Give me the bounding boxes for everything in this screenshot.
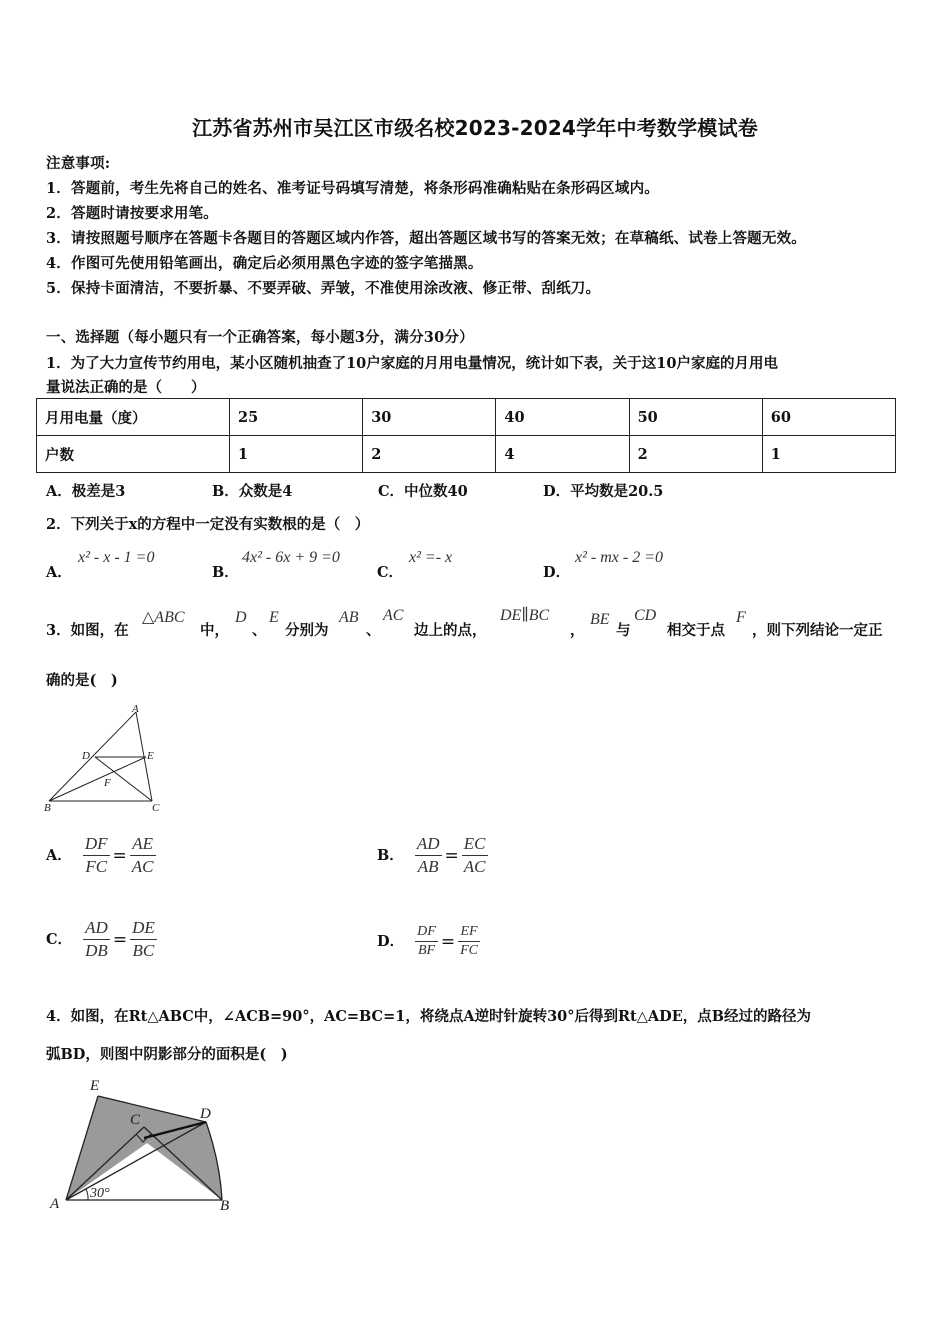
figure-label: F bbox=[104, 777, 111, 789]
q2-option-a-expr: x² - x - 1 =0 bbox=[78, 549, 155, 566]
figure-label: C bbox=[130, 1112, 141, 1128]
table-cell: 2 bbox=[363, 436, 496, 473]
q3-math: △ABC bbox=[142, 609, 185, 626]
fraction: $\frac{EF}{FC}$ bbox=[460, 924, 478, 958]
table-cell: 25 bbox=[230, 399, 363, 436]
fraction: $\frac{DF}{FC}$ bbox=[84, 834, 108, 876]
q1-stem-line2: 量说法正确的是（ ） bbox=[46, 379, 206, 396]
q2-option-c-expr: x² =- x bbox=[409, 549, 453, 566]
fraction: $\frac{DF}{BF}$ bbox=[417, 924, 436, 958]
q3-math: CD bbox=[634, 607, 657, 624]
table-cell: 1 bbox=[230, 436, 363, 473]
figure-label: E bbox=[147, 750, 154, 762]
figure-label: B bbox=[220, 1198, 230, 1214]
fraction: $\frac{EC}{AC}$ bbox=[463, 834, 486, 876]
q3-option-b[interactable]: B． $\frac{AD}{AB}$ = $\frac{EC}{AC}$ bbox=[377, 834, 486, 876]
q3-option-c[interactable]: C． $\frac{AD}{DB}$ = $\frac{DE}{BC}$ bbox=[46, 918, 155, 960]
q4-rotation-figure bbox=[44, 1072, 244, 1217]
figure-label: D bbox=[82, 750, 90, 762]
page-title: 江苏省苏州市吴江区市级名校2023-2024学年中考数学模试卷 bbox=[192, 116, 758, 140]
q3-stem-part: 3．如图，在 bbox=[46, 622, 129, 639]
q2-option-d-expr: x² - mx - 2 =0 bbox=[575, 549, 664, 566]
notice-item: 4．作图可先使用铅笔画出，确定后必须用黑色字迹的签字笔描黑。 bbox=[46, 255, 483, 272]
table-cell: 40 bbox=[496, 399, 629, 436]
table-cell: 4 bbox=[496, 436, 629, 473]
q2-option-b-label[interactable]: B． bbox=[212, 564, 239, 581]
table-cell: 月用电量（度） bbox=[37, 399, 230, 436]
q1-option-d[interactable]: D．平均数是20.5 bbox=[543, 483, 664, 500]
figure-label: A bbox=[50, 1196, 60, 1212]
q3-stem-part: 相交于点 bbox=[667, 622, 725, 639]
q3-stem-part: 与 bbox=[616, 622, 631, 639]
notice-item: 3．请按照题号顺序在答题卡各题目的答题区域内作答，超出答题区域书写的答案无效；在草稿纸、试卷上答题无效。 bbox=[46, 230, 806, 247]
notice-heading: 注意事项: bbox=[46, 155, 111, 172]
q3-math: F bbox=[736, 609, 746, 626]
angle-arc bbox=[86, 1189, 88, 1200]
notice-item: 1．答题前，考生先将自己的姓名、准考证号码填写清楚，将条形码准确粘贴在条形码区域内。 bbox=[46, 180, 659, 197]
table-cell: 60 bbox=[762, 399, 895, 436]
q1-data-table bbox=[36, 398, 896, 473]
section-heading: 一、选择题（每小题只有一个正确答案，每小题3分，满分30分） bbox=[46, 329, 474, 346]
q4-stem-line2: 弧BD，则图中阴影部分的面积是( ) bbox=[46, 1046, 288, 1063]
figure-label: E bbox=[90, 1078, 100, 1094]
q3-stem-part: 、 bbox=[366, 622, 381, 639]
figure-label: A bbox=[132, 703, 139, 715]
q3-math: D bbox=[235, 609, 247, 626]
q3-option-a[interactable]: A． $\frac{DF}{FC}$ = $\frac{AE}{AC}$ bbox=[46, 834, 154, 876]
q3-option-d[interactable]: D． $\frac{DF}{BF}$ = $\frac{EF}{FC}$ bbox=[377, 924, 478, 958]
q2-stem: 2．下列关于x的方程中一定没有实数根的是（ ） bbox=[46, 516, 370, 533]
table-cell: 1 bbox=[762, 436, 895, 473]
q3-math: BE bbox=[590, 611, 610, 628]
q3-math: DE∥BC bbox=[500, 607, 550, 624]
q3-math: AC bbox=[383, 607, 404, 624]
q3-math: E bbox=[269, 609, 279, 626]
fraction: $\frac{AD}{DB}$ bbox=[85, 918, 108, 960]
table-cell: 户数 bbox=[37, 436, 230, 473]
q2-option-b-expr: 4x² - 6x + 9 =0 bbox=[242, 549, 340, 566]
table-row bbox=[37, 399, 896, 436]
q3-stem-part: ，则下列结论一定正 bbox=[752, 622, 883, 639]
q3-triangle-figure bbox=[40, 702, 170, 814]
table-cell: 2 bbox=[629, 436, 762, 473]
q3-math: AB bbox=[339, 609, 359, 626]
segment-be bbox=[49, 757, 146, 801]
q3-stem-part: ， bbox=[570, 622, 585, 639]
notice-item: 2．答题时请按要求用笔。 bbox=[46, 205, 218, 222]
q3-stem-part: 中， bbox=[200, 622, 229, 639]
table-row bbox=[37, 436, 896, 473]
table-cell: 50 bbox=[629, 399, 762, 436]
fraction: $\frac{DE}{BC}$ bbox=[132, 918, 155, 960]
q3-stem-part: 边上的点， bbox=[414, 622, 487, 639]
notice-item: 5．保持卡面清洁，不要折暴、不要弄破、弄皱，不准使用涂改液、修正带、刮纸刀。 bbox=[46, 280, 601, 297]
figure-label: C bbox=[152, 802, 160, 814]
q1-stem-line1: 1．为了大力宣传节约用电，某小区随机抽查了10户家庭的月用电量情况，统计如下表，关于这10户家庭的月用电 bbox=[46, 355, 778, 372]
fraction: $\frac{AD}{AB}$ bbox=[416, 834, 440, 876]
q1-option-c[interactable]: C．中位数40 bbox=[378, 483, 468, 500]
figure-label: B bbox=[44, 802, 51, 814]
table-cell: 30 bbox=[363, 399, 496, 436]
q3-stem-part: 、 bbox=[252, 622, 267, 639]
q1-option-b[interactable]: B．众数是4 bbox=[212, 483, 293, 500]
q3-stem-part: 分别为 bbox=[285, 622, 329, 639]
fraction: $\frac{AE}{AC}$ bbox=[131, 834, 154, 876]
q4-stem-line1: 4．如图，在Rt△ABC中，∠ACB=90°，AC=BC=1，将绕点A逆时针旋转30°后得到Rt△ADE，点B经过的路径为 bbox=[46, 1008, 812, 1025]
angle-label: 30° bbox=[90, 1186, 110, 1201]
q2-option-d-label[interactable]: D． bbox=[543, 564, 571, 581]
figure-label: D bbox=[200, 1106, 211, 1122]
q3-stem-line2: 确的是( ) bbox=[46, 672, 118, 689]
q2-option-c-label[interactable]: C． bbox=[377, 564, 404, 581]
q2-option-a-label[interactable]: A． bbox=[46, 564, 72, 581]
q1-option-a[interactable]: A．极差是3 bbox=[46, 483, 126, 500]
